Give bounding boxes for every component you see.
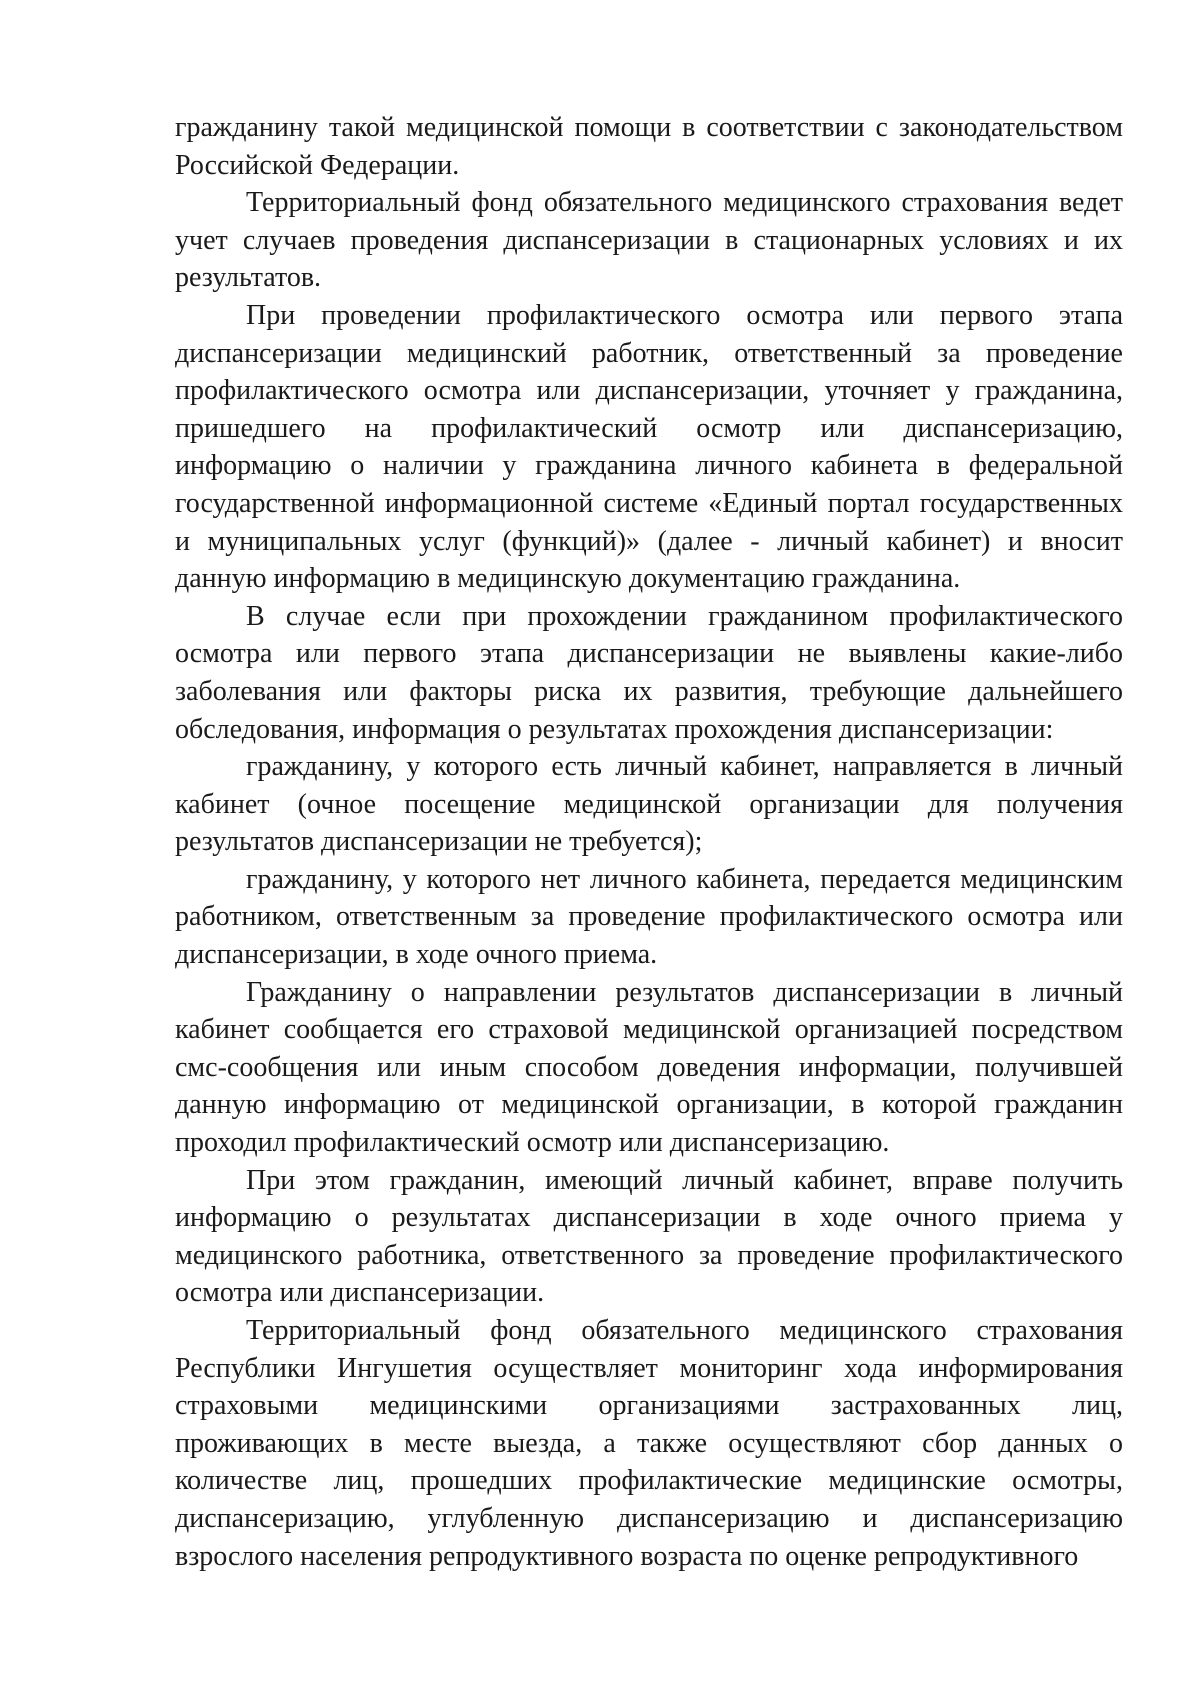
paragraph-sms-notification: Гражданину о направлении результатов диспансеризации в личный кабинет сообщается его страховой медицинской организацией посредством смс-сообщения или иным способом доведения информации, получившей данную информацию от медицинской организации, в которой гражданин проходил профилактический осмотр или диспансеризацию.: [175, 976, 1123, 1159]
paragraph-tfoms-accounting: Территориальный фонд обязательного медицинского страхования ведет учет случаев проведения диспансеризации в стационарных условиях и их результатов.: [175, 187, 1123, 294]
paragraph-in-person-results: При этом гражданин, имеющий личный кабинет, вправе получить информацию о результатах диспансеризации в ходе очного приема у медицинского работника, ответственного за проведение профилактического осмотра или диспансеризации.: [175, 1164, 1123, 1309]
paragraph-without-account: гражданину, у которого нет личного кабинета, передается медицинским работником, ответственным за проведение профилактического осмотра или диспансеризации, в ходе очного приема.: [175, 863, 1123, 971]
paragraph-with-account: гражданину, у которого есть личный кабинет, направляется в личный кабинет (очное посещение медицинской организации для получения результатов диспансеризации не требуется);: [175, 751, 1123, 858]
paragraph-no-findings: В случае если при прохождении гражданином профилактического осмотра или первого этапа диспансеризации не выявлены какие-либо заболевания или факторы риска их развития, требующие дальнейшего обследования, информация о результатах прохождения диспансеризации:: [175, 600, 1123, 745]
paragraph-personal-account-check: При проведении профилактического осмотра или первого этапа диспансеризации медицинский работник, ответственный за проведение профилактического осмотра или диспансеризации, уточняет у гражданина, пришедшего на профилактический осмотр или диспансеризацию, информацию о наличии у гражданина личного кабинета в федеральной государственной информационной системе «Единый портал государственных и муниципальных услуг (функций)» (далее - личный кабинет) и вносит данную информацию в медицинскую документацию гражданина.: [175, 299, 1123, 595]
paragraph-monitoring: Территориальный фонд обязательного медицинского страхования Республики Ингушетия осуществляет мониторинг хода информирования страховыми медицинскими организациями застрахованных лиц, проживающих в месте выезда, а также осуществляют сбор данных о количестве лиц, прошедших профилактические медицинские осмотры, диспансеризацию, углубленную диспансеризацию и диспансеризацию взрослого населения репродуктивного возраста по оценке репродуктивного: [175, 1315, 1123, 1572]
document-page: [175, 109, 1123, 1575]
paragraph-continuation: гражданину такой медицинской помощи в соответствии с законодательством Российской Федерации.: [175, 112, 1123, 181]
